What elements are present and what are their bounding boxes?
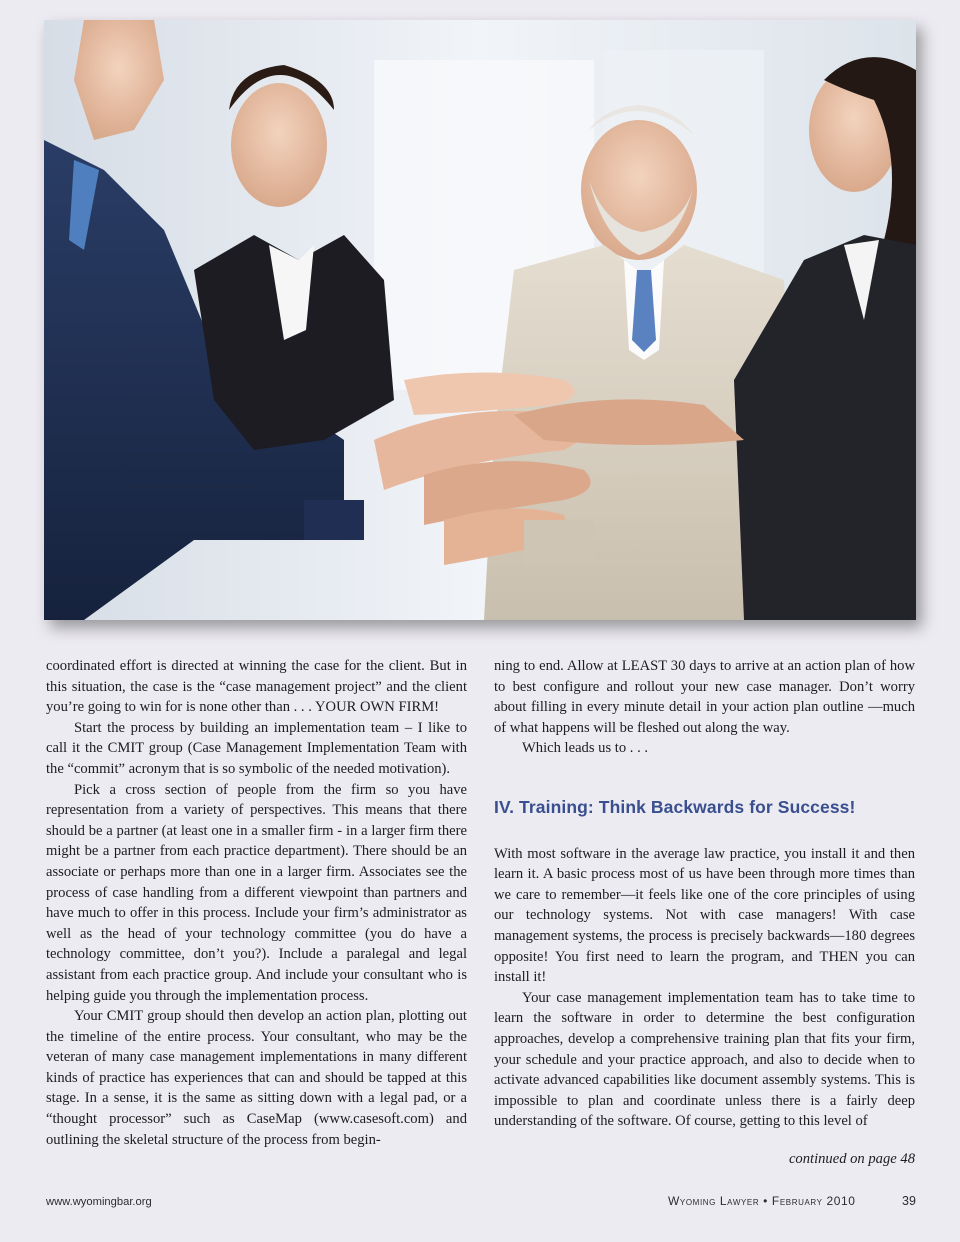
page-number: 39 bbox=[902, 1194, 916, 1208]
paragraph: Pick a cross section of people from the firm so you have representation from a variety of perspectives. This means that there should be a partner (at least one in a smaller firm - in a larger firm there might be a partner from each practice department). There should be an associate or perhaps more than one in a larger firm. Associates see the process of case handling from a different viewpoint than partners and have much to offer in this process. Include your firm’s administrator as well as the head of your technology committee (you do have a technology committee, don’t you?). Include a paralegal and legal assistant from each practice group. And include your consultant who is helping guide you through the implementation process. bbox=[46, 781, 467, 1004]
paragraph: With most software in the average law practice, you install it and then learn it. A basic process most of us have been through more times than we care to remember—it feels like one of the core principles of using our technology systems. Not with case managers! With case management systems, the process is precisely backwards—180 degrees opposite! You first need to learn the program, and THEN you can install it! bbox=[494, 845, 915, 986]
right-column bbox=[494, 656, 915, 1132]
paragraph: Start the process by building an implementation team – I like to call it the CMIT group (Case Management Implementation Team with the “commit” acronym that is so symbolic of the needed motivation). bbox=[46, 719, 467, 777]
paragraph: Which leads us to . . . bbox=[522, 740, 649, 757]
continued-note: continued on page 48 bbox=[788, 1151, 915, 1167]
paragraph: ning to end. Allow at LEAST 30 days to arrive at an action plan of how to best configure and rollout your new case manager. Don’t worry about filling in every minute detail in your action plan outline —much of what happens will be fleshed out along the way. bbox=[494, 658, 915, 736]
section-heading: IV. Training: Think Backwards for Success! bbox=[494, 796, 856, 817]
paragraph: coordinated effort is directed at winning the case for the client. But in this situation, the case is the “case management project” and the client you’re going to win for is none other than . . . YOUR OWN FIRM! bbox=[46, 658, 467, 716]
paragraph: Your CMIT group should then develop an action plan, plotting out the timeline of the entire process. Your consultant, who may be the veteran of many case management implementations in many different kinds of practice has experiences that can and should be tapped at this stage. In a sense, it is the same as sitting down with a legal pad, or a “thought processor” such as CaseMap (www.casesoft.com) and outlining the skeletal structure of the process from begin- bbox=[46, 1008, 467, 1148]
team-hands-stacked-photo bbox=[44, 20, 916, 620]
left-column bbox=[46, 656, 467, 1150]
footer-url[interactable]: www.wyomingbar.org bbox=[46, 1196, 152, 1208]
photo-illustration bbox=[44, 20, 916, 620]
paragraph: Your case management implementation team has to take time to learn the software in order to determine the best configuration approaches, develop a comprehensive training plan that fits your firm, your schedule and your practice approach, and also to decide when to activate advanced capabilities like document assembly systems. This is impossible to plan and coordinate unless there is a fairly deep understanding of the software. Of course, getting to this level of bbox=[494, 989, 915, 1130]
footer-masthead: Wyoming Lawyer • February 2010 bbox=[668, 1194, 856, 1208]
